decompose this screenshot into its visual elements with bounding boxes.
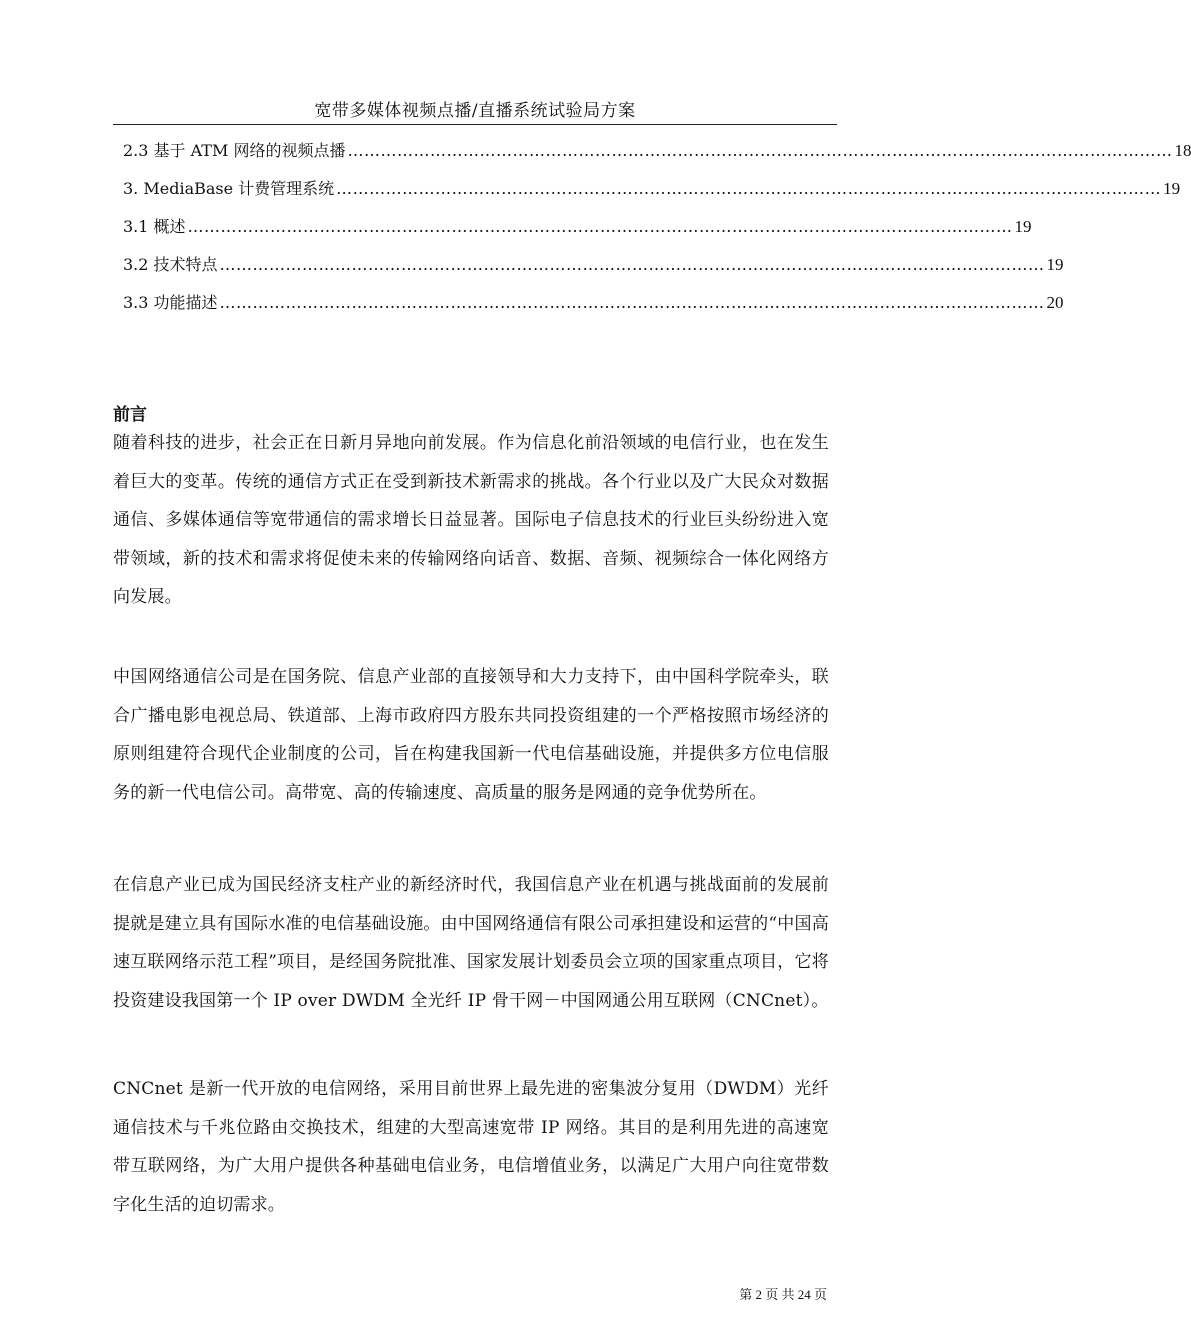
page-number-footer: 第 2 页 共 24 页 (739, 1287, 827, 1302)
header-rule (113, 124, 837, 125)
toc-entry[interactable] (123, 214, 1032, 240)
toc-entry-label: 3.2 技术特点 (123, 255, 218, 274)
preface-paragraph: 中国网络通信公司是在国务院、信息产业部的直接领导和大力支持下，由中国科学院牵头，联合广播电影电视总局、铁道部、上海市政府四方股东共同投资组建的一个严格按照市场经济的原则组建符合现代企业制度的公司，旨在构建我国新一代电信基础设施，并提供多方位电信服务的新一代电信公司。高带宽、高的传输速度、高质量的服务是网通的竞争优势所在。 (113, 667, 829, 803)
toc-entry-page: 20 (1046, 293, 1064, 312)
document-header-title: 宽带多媒体视频点播/直播系统试验局方案 (314, 101, 636, 121)
toc-entry-label: 3.3 功能描述 (123, 293, 218, 312)
preface-heading: 前言 (113, 405, 147, 425)
toc-leader-dots: …………………………………………………………………………………………………………………………………… (187, 217, 1013, 236)
preface-paragraph: 随着科技的进步，社会正在日新月异地向前发展。作为信息化前沿领域的电信行业，也在发生着巨大的变革。传统的通信方式正在受到新技术新需求的挑战。各个行业以及广大民众对数据通信、多媒体通信等宽带通信的需求增长日益显著。国际电子信息技术的行业巨头纷纷进入宽带领域，新的技术和需求将促使未来的传输网络向话音、数据、音频、视频综合一体化网络方向发展。 (113, 433, 829, 607)
toc-entry[interactable] (123, 138, 1191, 164)
toc-entry-label: 3.1 概述 (123, 217, 186, 236)
toc-leader-dots: …………………………………………………………………………………………………………………………………… (347, 141, 1173, 160)
toc-entry-label: 3. MediaBase 计费管理系统 (123, 179, 335, 198)
toc-entry-page: 18 (1174, 141, 1191, 160)
toc-entry[interactable] (123, 176, 1181, 202)
preface-paragraph: 在信息产业已成为国民经济支柱产业的新经济时代，我国信息产业在机遇与挑战面前的发展前提就是建立具有国际水准的电信基础设施。由中国网络通信有限公司承担建设和运营的“中国高速互联网络示范工程”项目，是经国务院批准、国家发展计划委员会立项的国家重点项目，它将投资建设我国第一个 IP over DWDM 全光纤 IP 骨干网－中国网通公用互联网（CNCnet）。 (113, 875, 829, 1011)
toc-leader-dots: …………………………………………………………………………………………………………………………………… (336, 179, 1162, 198)
toc-leader-dots: …………………………………………………………………………………………………………………………………… (219, 293, 1045, 312)
toc-entry-page: 19 (1163, 179, 1181, 198)
toc-entry[interactable] (123, 290, 1064, 316)
toc-entry-page: 19 (1014, 217, 1032, 236)
toc-entry-page: 19 (1046, 255, 1064, 274)
toc-entry-label: 2.3 基于 ATM 网络的视频点播 (123, 141, 346, 160)
toc-entry[interactable] (123, 252, 1064, 278)
preface-paragraph: CNCnet 是新一代开放的电信网络，采用目前世界上最先进的密集波分复用（DWDM）光纤通信技术与千兆位路由交换技术，组建的大型高速宽带 IP 网络。其目的是利用先进的高速宽带互联网络，为广大用户提供各种基础电信业务，电信增值业务，以满足广大用户向往宽带数字化生活的迫切需求。 (113, 1079, 829, 1215)
toc-leader-dots: …………………………………………………………………………………………………………………………………… (219, 255, 1045, 274)
